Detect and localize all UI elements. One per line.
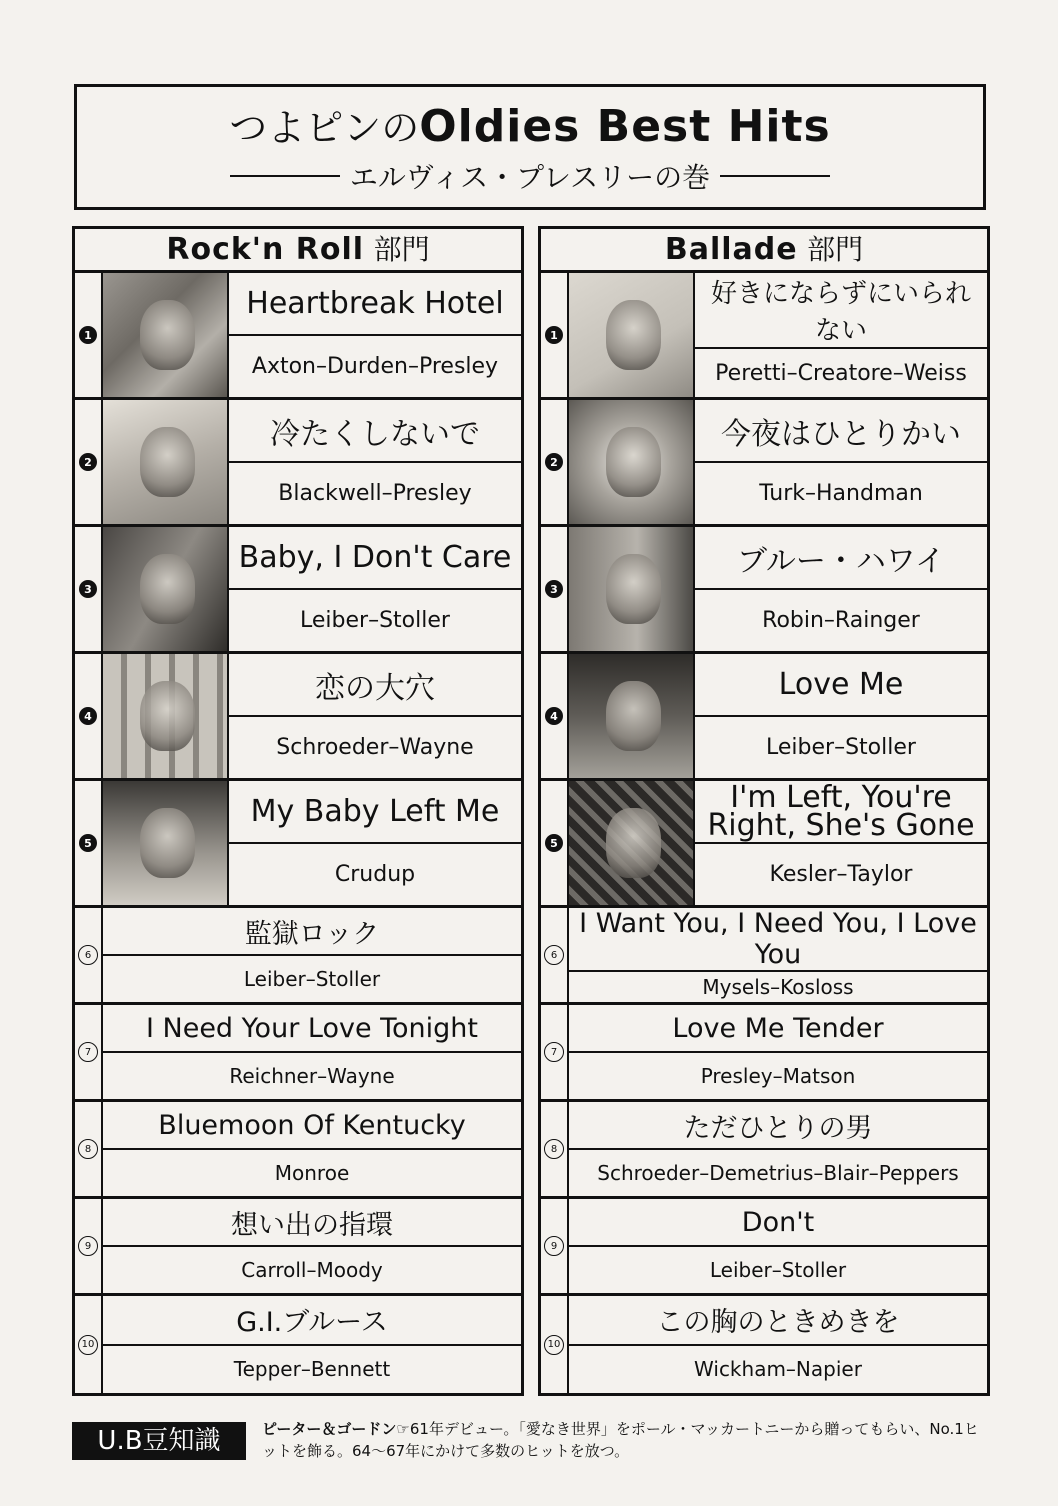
trivia-lead: ピーター＆ゴードン☞ (262, 1420, 410, 1438)
song-title: G.I.ブルース (103, 1296, 521, 1346)
song-title: 恋の大穴 (229, 654, 521, 717)
album-cover-image (569, 654, 695, 778)
song-authors: Peretti–Creatore–Weiss (715, 360, 967, 386)
song-authors: Carroll–Moody (241, 1258, 383, 1282)
rank-number: 7 (75, 1005, 103, 1099)
rock-column (72, 226, 524, 1396)
ballade-entry-4 (541, 654, 987, 781)
rank-number: 4 (541, 654, 569, 778)
title-en: Oldies Best Hits (419, 101, 831, 152)
rock-entry-8 (75, 1102, 521, 1199)
rank-number: 3 (541, 527, 569, 651)
rank-number: 9 (75, 1199, 103, 1293)
trivia-body: 61年デビュー。「愛なき世界」をポール・マッカートニーから贈ってもらい、No.1ヒットを飾る。64〜67年にかけて多数のヒットを放つ。 (262, 1420, 979, 1460)
ballade-entry-2 (541, 400, 987, 527)
rank-number: 2 (541, 400, 569, 524)
rock-entry-3 (75, 527, 521, 654)
song-authors: Monroe (274, 1161, 350, 1185)
title-box (74, 84, 986, 210)
ballade-header-en: Ballade (664, 232, 798, 267)
song-authors: Leiber–Stoller (243, 967, 381, 991)
trivia-badge: U.B豆知識 (72, 1422, 246, 1460)
song-authors: Leiber–Stoller (709, 1258, 847, 1282)
rank-number: 8 (541, 1102, 569, 1196)
ballade-header (541, 229, 987, 273)
song-authors: Reichner–Wayne (229, 1064, 395, 1088)
song-authors: Mysels–Kosloss (702, 975, 854, 999)
page-subtitle (77, 156, 983, 196)
album-cover-image (569, 400, 695, 524)
song-authors: Robin–Rainger (762, 608, 920, 633)
song-authors: Schroeder–Wayne (276, 735, 474, 760)
ballade-entry-9 (541, 1199, 987, 1296)
ballade-entry-7 (541, 1005, 987, 1102)
album-cover-image (569, 273, 695, 397)
song-title: ブルー・ハワイ (695, 527, 987, 590)
song-title: 好きにならずにいられない (695, 273, 987, 349)
trivia-text (262, 1418, 992, 1462)
album-cover-image (103, 527, 229, 651)
rock-entry-10 (75, 1296, 521, 1393)
ballade-entry-3 (541, 527, 987, 654)
ballade-entry-8 (541, 1102, 987, 1199)
song-title: 今夜はひとりかい (695, 400, 987, 463)
song-authors: Tepper–Bennett (233, 1357, 391, 1382)
album-cover-image (103, 654, 229, 778)
song-title: My Baby Left Me (229, 781, 521, 844)
song-authors: Wickham–Napier (694, 1357, 862, 1382)
song-authors: Leiber–Stoller (766, 735, 916, 760)
song-title: 監獄ロック (103, 908, 521, 956)
ballade-header-jp: 部門 (807, 233, 864, 266)
rock-entry-5 (75, 781, 521, 908)
song-title: I Want You, I Need You, I Love You (569, 908, 987, 972)
rank-number: 4 (75, 654, 103, 778)
page-title (77, 101, 983, 154)
song-authors: Turk–Handman (759, 481, 923, 506)
song-title: Bluemoon Of Kentucky (103, 1102, 521, 1150)
rock-entry-2 (75, 400, 521, 527)
song-authors: Leiber–Stoller (300, 608, 450, 633)
rock-entry-7 (75, 1005, 521, 1102)
rank-number: 6 (541, 908, 569, 1002)
song-title: ただひとりの男 (569, 1102, 987, 1150)
rock-entry-6 (75, 908, 521, 1005)
rank-number: 10 (75, 1296, 103, 1393)
rank-number: 8 (75, 1102, 103, 1196)
album-cover-image (569, 527, 695, 651)
rock-header-jp: 部門 (373, 233, 430, 266)
trivia-footer (72, 1418, 992, 1474)
rank-number: 6 (75, 908, 103, 1002)
title-jp-prefix: つよピンの (229, 106, 420, 150)
rank-number: 5 (75, 781, 103, 905)
song-title: この胸のときめきを (569, 1296, 987, 1346)
album-cover-image (103, 400, 229, 524)
song-title: 冷たくしないで (229, 400, 521, 463)
rank-number: 9 (541, 1199, 569, 1293)
song-title: Heartbreak Hotel (229, 273, 521, 336)
ballade-entry-5 (541, 781, 987, 908)
rank-number: 1 (75, 273, 103, 397)
album-cover-image (103, 781, 229, 905)
rock-entry-9 (75, 1199, 521, 1296)
subtitle-rule-left (230, 175, 340, 177)
album-cover-image (569, 781, 695, 905)
rock-entry-4 (75, 654, 521, 781)
rock-header-en: Rock'n Roll (166, 232, 365, 267)
rank-number: 7 (541, 1005, 569, 1099)
song-authors: Crudup (334, 862, 416, 887)
song-authors: Presley–Matson (700, 1064, 856, 1088)
song-title: Don't (569, 1199, 987, 1247)
ballade-entry-10 (541, 1296, 987, 1393)
rock-entry-1 (75, 273, 521, 400)
rock-header (75, 229, 521, 273)
song-title: Love Me Tender (569, 1005, 987, 1053)
subtitle-rule-right (720, 175, 830, 177)
subtitle-text: エルヴィス・プレスリーの巻 (349, 161, 711, 194)
song-title: 想い出の指環 (103, 1199, 521, 1247)
song-authors: Kesler–Taylor (769, 862, 913, 887)
album-cover-image (103, 273, 229, 397)
ballade-column (538, 226, 990, 1396)
ballade-entry-1 (541, 273, 987, 400)
song-title: Baby, I Don't Care (229, 527, 521, 590)
song-authors: Blackwell–Presley (278, 481, 472, 506)
rank-number: 2 (75, 400, 103, 524)
rank-number: 1 (541, 273, 569, 397)
rank-number: 5 (541, 781, 569, 905)
ballade-entry-6 (541, 908, 987, 1005)
song-title: I'm Left, You're Right, She's Gone (695, 781, 987, 844)
song-title: I Need Your Love Tonight (103, 1005, 521, 1053)
song-authors: Axton–Durden–Presley (251, 354, 499, 379)
rank-number: 10 (541, 1296, 569, 1393)
rank-number: 3 (75, 527, 103, 651)
song-title: Love Me (695, 654, 987, 717)
song-authors: Schroeder–Demetrius–Blair–Peppers (597, 1161, 959, 1185)
